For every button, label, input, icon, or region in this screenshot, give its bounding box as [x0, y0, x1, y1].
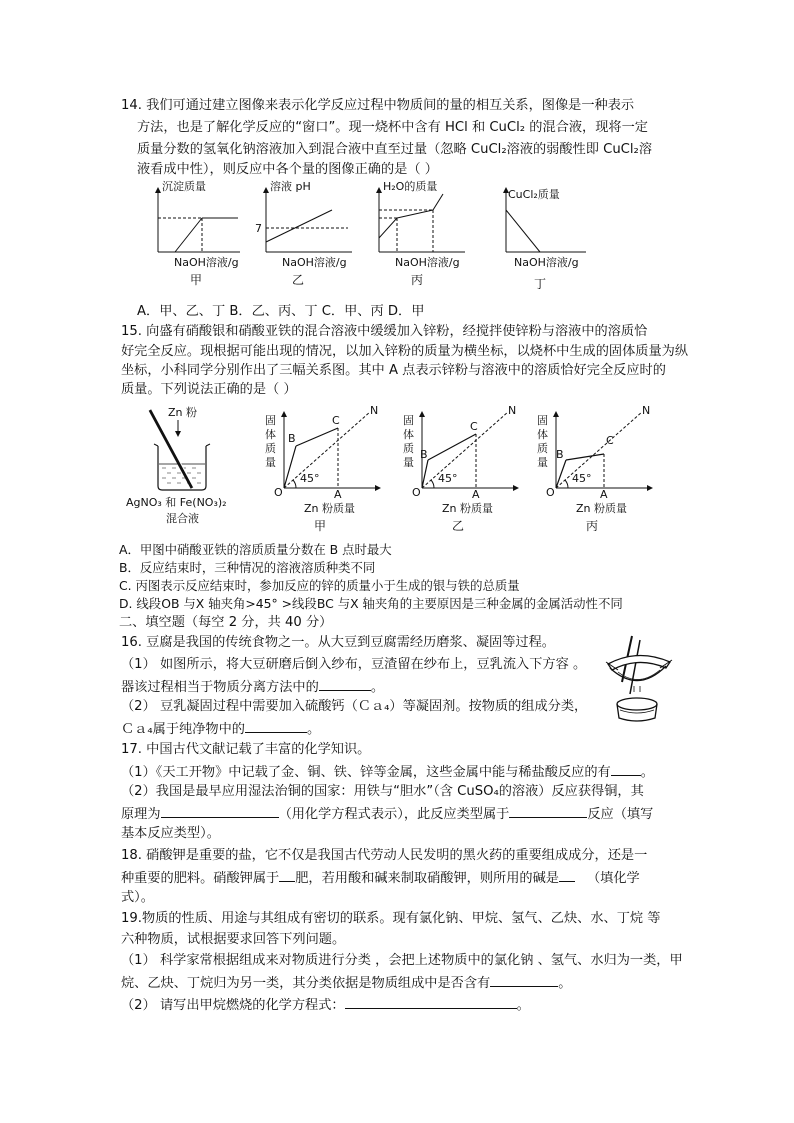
q18-line3: 式）。: [121, 890, 154, 905]
q14-line1: 14. 我们可通过建立图像来表示化学反应过程中物质间的量的相互关系，图像是一种表示: [121, 98, 635, 113]
q15-option-d: D. 线段OB 与X 轴夹角>45° >线段BC 与X 轴夹角的主要原因是三种金属的金属活动性不同: [119, 596, 623, 611]
graph15-jia: [265, 404, 380, 533]
svg-text:O: O: [546, 486, 555, 499]
svg-text:A: A: [600, 488, 608, 501]
caption: 乙: [292, 273, 305, 287]
svg-text:N: N: [370, 404, 379, 417]
svg-text:O: O: [412, 486, 421, 499]
curve: [175, 218, 202, 252]
svg-text:O: O: [274, 486, 283, 499]
svg-text:45°: 45°: [438, 472, 458, 485]
q14-line3: 质量分数的氢氧化钠溶液加入到混合液中直至过量（忽略 CuCl₂溶液的弱酸性即 CuCl₂溶: [137, 142, 653, 157]
q16-line1: 16. 豆腐是我国的传统食物之一。从大豆到豆腐需经历磨浆、凝固等过程。: [121, 635, 555, 650]
section-title: 二、填空题（每空 2 分，共 40 分）: [119, 615, 333, 630]
svg-text:45°: 45°: [300, 472, 320, 485]
tofu-filter-illustration: [604, 634, 674, 724]
curve-1: [379, 218, 397, 238]
blank[interactable]: [559, 868, 575, 882]
ylabel: 溶液 pH: [270, 180, 311, 193]
q17-line4: 原理为 （用化学方程式表示），此反应类型属于 反应（填写: [121, 804, 653, 823]
q14-line4: 液看成中性），则反应中各个量的图像正确的是（ ）: [137, 162, 438, 177]
svg-text:质: 质: [403, 442, 414, 455]
curve: [266, 210, 332, 242]
q15-option-a: A．甲图中硝酸亚铁的溶质质量分数在 B 点时最大: [119, 542, 392, 557]
curve-3: [433, 194, 443, 210]
curve: [506, 210, 540, 252]
zn-label: Zn 粉: [168, 406, 198, 419]
svg-text:乙: 乙: [452, 519, 465, 533]
svg-text:N: N: [508, 404, 517, 417]
q17-line3: （2）我国是最早应用湿法治铜的国家：用铁与“胆水”（含 CuSO₄的溶液）反应获得铜，其: [121, 784, 644, 799]
svg-text:B: B: [556, 448, 564, 461]
q17-line2: （1）《天工开物》中记载了金、铜、铁、锌等金属，这些金属中能与稀盐酸反应的有 。: [121, 762, 654, 781]
svg-text:甲: 甲: [314, 519, 327, 533]
tick-7: 7: [255, 222, 262, 235]
svg-text:质: 质: [537, 442, 548, 455]
q15-line4: 质量。下列说法正确的是（ ）: [121, 382, 297, 397]
svg-text:C: C: [470, 420, 478, 433]
q17-line5: 基本反应类型）。: [121, 826, 220, 841]
blank[interactable]: [345, 995, 517, 1009]
blank[interactable]: [161, 804, 279, 818]
q19-line4: 烷、乙炔、丁烷归为另一类，其分类依据是物质组成中是否含有 。: [121, 973, 571, 992]
svg-text:A: A: [334, 488, 342, 501]
caption: 丙: [411, 273, 424, 287]
xlabel: NaOH溶液/g: [395, 256, 460, 269]
graph-yi: [255, 180, 352, 287]
q14-line2: 方法，也是了解化学反应的“窗口”。现一烧杯中含有 HCl 和 CuCl₂ 的混合液，现将一定: [137, 120, 648, 135]
blank[interactable]: [245, 719, 307, 733]
q19-line5: （2） 请写出甲烷燃烧的化学方程式： 。: [121, 995, 530, 1014]
svg-text:C: C: [332, 414, 340, 427]
q14-options: A．甲、乙、丁 B．乙、丙、丁 C．甲、丙 D．甲: [137, 304, 425, 319]
svg-text:固: 固: [537, 414, 548, 427]
q14-graphs: [140, 180, 600, 292]
svg-text:Zn 粉质量: Zn 粉质量: [576, 502, 628, 515]
q16-line2: （1） 如图所示，将大豆研磨后倒入纱布，豆渣留在纱布上，豆乳流入下方容 。: [121, 657, 587, 672]
svg-text:量: 量: [265, 456, 276, 469]
q15-option-b: B．反应结束时，三种情况的溶液溶质种类不同: [119, 560, 376, 575]
ylabel: 沉淀质量: [162, 180, 206, 193]
svg-text:B: B: [420, 448, 428, 461]
q15-line1: 15. 向盛有硝酸银和硝酸亚铁的混合溶液中缓缓加入锌粉，经搅拌使锌粉与溶液中的溶质恰: [121, 324, 648, 339]
xlabel: NaOH溶液/g: [514, 256, 579, 269]
q15-line3: 坐标，小科同学分别作出了三幅关系图。其中 A 点表示锌粉与溶液中的溶质恰好完全反应时的: [121, 363, 666, 378]
blank[interactable]: [490, 973, 558, 987]
stirring-rod: [150, 410, 192, 488]
graph-ding: [506, 187, 586, 291]
q15-figures: [120, 402, 660, 538]
svg-text:Zn 粉质量: Zn 粉质量: [304, 502, 356, 515]
blank[interactable]: [279, 868, 295, 882]
svg-text:45°: 45°: [572, 472, 592, 485]
svg-text:B: B: [288, 432, 296, 445]
svg-text:质: 质: [265, 442, 276, 455]
svg-text:体: 体: [265, 428, 276, 441]
graph15-bing: [537, 404, 652, 533]
q17-line1: 17. 中国古代文献记载了丰富的化学知识。: [121, 742, 371, 757]
svg-text:丙: 丙: [586, 519, 599, 533]
curve-2: [397, 210, 433, 218]
svg-text:Zn 粉质量: Zn 粉质量: [442, 502, 494, 515]
q15-option-c: C. 丙图表示反应结束时，参加反应的锌的质量小于生成的银与铁的总质量: [119, 578, 520, 593]
q16-line4: （2） 豆乳凝固过程中需要加入硫酸钙（Ｃａ₄）等凝固剂。按物质的组成分类，: [121, 699, 588, 714]
caption: 甲: [190, 273, 203, 287]
blank[interactable]: [611, 762, 641, 776]
caption: 丁: [534, 277, 547, 291]
beaker-figure: [126, 405, 227, 525]
graph-jia: [158, 180, 240, 287]
q15-line2: 好完全反应。现根据可能出现的情况，以加入锌粉的质量为横坐标，以烧杯中生成的固体质量为纵: [121, 344, 689, 359]
xlabel: NaOH溶液/g: [174, 256, 239, 269]
svg-text:量: 量: [537, 456, 548, 469]
q18-line2: 种重要的肥料。硝酸钾属于 肥，若用酸和碱来制取硝酸钾，则所用的碱是 （填化学: [121, 868, 640, 887]
q19-line1: 19.物质的性质、用途与其组成有密切的联系。现有氯化钠、甲烷、氢气、乙炔、水、丁烷 等: [121, 911, 661, 926]
q19-line2: 六种物质，试根据要求回答下列问题。: [121, 932, 346, 947]
svg-text:A: A: [472, 488, 480, 501]
q18-line1: 18. 硝酸钾是重要的盐，它不仅是我国古代劳动人民发明的黑火药的重要组成成分，还是一: [121, 848, 648, 863]
svg-text:C: C: [606, 434, 614, 447]
blank[interactable]: [509, 804, 587, 818]
xlabel: NaOH溶液/g: [282, 256, 347, 269]
q16-line3: 器该过程相当于物质分离方法中的 。: [121, 677, 384, 696]
graph-bing: [379, 180, 465, 287]
graph15-yi: [403, 404, 518, 533]
solution-label1: AgNO₃ 和 Fe(NO₃)₂: [126, 496, 227, 509]
ylabel: H₂O的质量: [383, 180, 438, 193]
svg-text:量: 量: [403, 456, 414, 469]
solution-label2: 混合液: [166, 512, 199, 525]
q19-line3: （1） 科学家常根据组成来对物质进行分类 ，会把上述物质中的氯化钠 、氢气、水归为一类，甲: [121, 953, 683, 968]
svg-text:N: N: [642, 404, 651, 417]
svg-text:固: 固: [403, 414, 414, 427]
ylabel: CuCl₂质量: [508, 188, 560, 201]
svg-text:固: 固: [265, 414, 276, 427]
svg-text:体: 体: [403, 428, 414, 441]
svg-text:体: 体: [537, 428, 548, 441]
blank[interactable]: [319, 677, 371, 691]
q16-line5: Ｃａ₄属于纯净物中的 。: [121, 719, 320, 738]
